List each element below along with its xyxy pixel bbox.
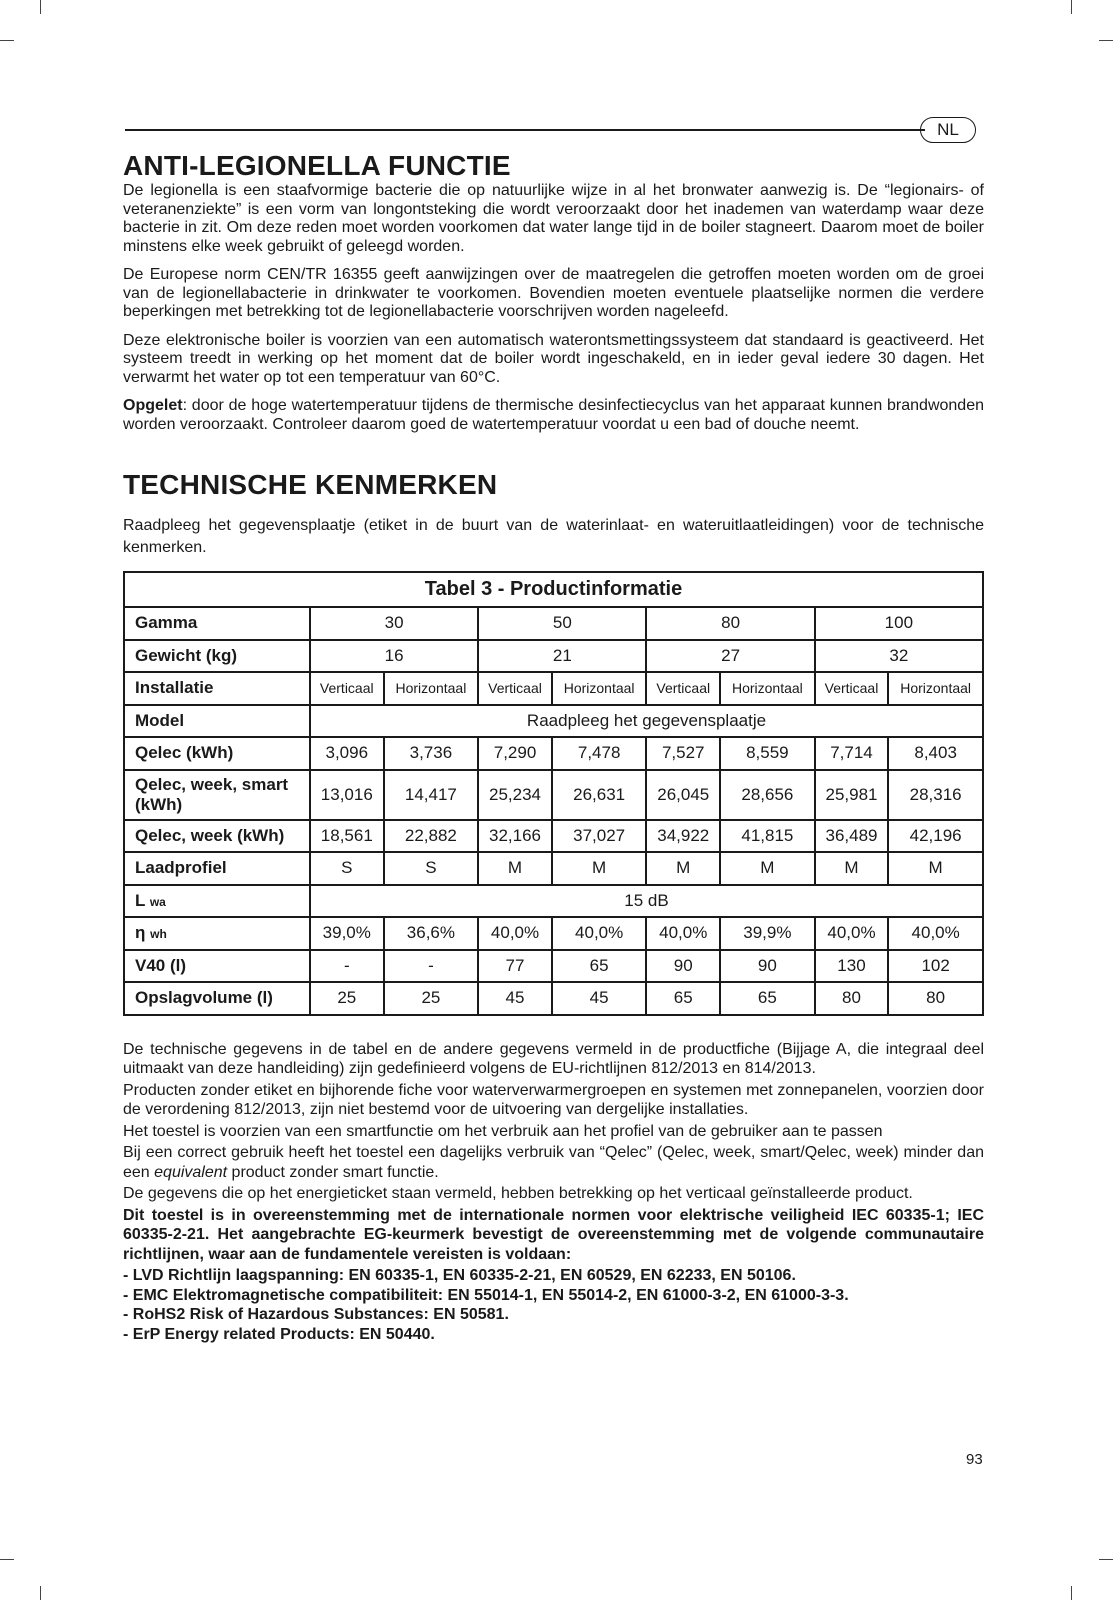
crop-mark [40,1586,41,1600]
table-row [124,950,983,983]
table-cell: 36,489 [815,820,889,853]
crop-mark [1099,40,1113,41]
table-cell: 18,561 [310,820,384,853]
crop-mark [1071,0,1072,14]
table-cell: 14,417 [384,770,479,820]
table-cell: S [310,852,384,885]
table-cell: 7,527 [646,737,720,770]
row-label: Gamma [124,607,310,640]
table-cell: 65 [552,950,647,983]
table-cell: M [720,852,815,885]
table-cell: 40,0% [815,917,889,950]
paragraph: De Europese norm CEN/TR 16355 geeft aanwijzingen over de maatregelen die getroffen moeten worden om de groei van de legionellabacterie in drinkwater te voorkomen. Bovendien moeten eventuele plaatselijke normen die verdere beperkingen met betrekking tot de legionellabacterie voorschrijven worden nageleefd. [123,266,984,320]
table-cell: Raadpleeg het gegevensplaatje [310,705,983,738]
table-cell: 7,478 [552,737,647,770]
row-label: Laadprofiel [124,852,310,885]
paragraph: Producten zonder etiket en bijhorende fiche voor waterverwarmergroepen en systemen met zonnepanelen, voorzien door de verordening 812/2013, zijn niet bestemd voor de uitvoering van dergelijke installaties. [123,1081,984,1118]
crop-mark [1099,1559,1113,1560]
table-cell: 30 [310,607,478,640]
row-label: Qelec, week, smart (kWh) [124,770,310,820]
table-row [124,672,983,705]
row-label: Qelec (kWh) [124,737,310,770]
table-cell: 80 [646,607,814,640]
warning-label: Opgelet [123,397,183,414]
table-cell: M [478,852,552,885]
row-label [124,885,310,918]
row-label: V40 (l) [124,950,310,983]
table-cell: 36,6% [384,917,479,950]
table-cell: 32 [815,640,983,673]
table-cell: 40,0% [552,917,647,950]
table-cell: Verticaal [646,672,720,705]
text-run: product zonder smart functie. [227,1163,439,1181]
table-cell: 80 [888,982,983,1015]
crop-mark [1071,1586,1072,1600]
table-cell: 8,559 [720,737,815,770]
table-cell: M [815,852,889,885]
table-row [124,982,983,1015]
table-cell: 100 [815,607,983,640]
header-rule [125,129,925,131]
crop-mark [0,1559,14,1560]
table-cell: 130 [815,950,889,983]
table-cell: Verticaal [478,672,552,705]
table-caption: Tabel 3 - Productinformatie [124,572,983,607]
table-cell: 15 dB [310,885,983,918]
table-row [124,852,983,885]
table-cell: Horizontaal [888,672,983,705]
table-cell: 50 [478,607,646,640]
paragraph: De technische gegevens in de tabel en de andere gegevens vermeld in de productfiche (Bijjage A, die integraal deel uitmaakt van deze handleiding) zijn gedefinieerd volgens de EU-richtlijnen 812/2013 en 814/2013. [123,1040,984,1077]
text-run-italic: equivalent [154,1163,228,1181]
warning-text: : door de hoge watertemperatuur tijdens de thermische desinfectiecyclus van het apparaat kunnen brandwonden worden veroorzaakt. Controleer daarom goed de watertemperatuur voordat u een bad of douche neemt. [123,397,984,433]
crop-mark [0,40,14,41]
table-row [124,737,983,770]
table-cell: 80 [815,982,889,1015]
table-row [124,607,983,640]
compliance-item: - RoHS2 Risk of Hazardous Substances: EN 50581. [123,1306,509,1323]
page-number: 93 [966,1451,983,1468]
table-cell: Horizontaal [552,672,647,705]
warning-paragraph [123,397,984,434]
table-cell: 8,403 [888,737,983,770]
table-cell: 25 [310,982,384,1015]
table-cell: Horizontaal [384,672,479,705]
table-cell: 45 [552,982,647,1015]
table-cell: 42,196 [888,820,983,853]
row-label: Gewicht (kg) [124,640,310,673]
table-cell: 32,166 [478,820,552,853]
paragraph: Het toestel is voorzien van een smartfunctie om het verbruik aan het profiel van de gebruiker aan te passen [123,1122,883,1140]
crop-mark [40,0,41,14]
table-cell: 90 [720,950,815,983]
paragraph: Raadpleeg het gegevensplaatje (etiket in de buurt van de waterinlaat- en wateruitlaatleidingen) voor de technische kenmerken. [123,517,984,556]
table-cell: 3,736 [384,737,479,770]
table-cell: 41,815 [720,820,815,853]
row-label-subscript: wa [149,894,166,909]
compliance-statement: Dit toestel is in overeenstemming met de internationale normen voor elektrische veiligheid IEC 60335-1; IEC 60335-2-21. Het aangebrachte EG-keurmerk bevestigt de overeenstemming met de volgende communautaire richtlijnen, waar aan de fundamentele vereisten is voldaan: [123,1206,984,1263]
table-cell: 7,714 [815,737,889,770]
paragraph: Deze elektronische boiler is voorzien van een automatisch waterontsmettingssysteem dat standaard is geactiveerd. Het systeem treedt in werking op het moment dat de boiler wordt ingeschakeld, en in ieder geval iedere 30 dagen. Het verwarmt het water op tot een temperatuur van 60°C. [123,331,984,386]
table-cell: - [310,950,384,983]
compliance-block [123,1206,984,1345]
table-cell: - [384,950,479,983]
language-badge: NL [920,117,976,143]
row-label-main: η [135,923,146,943]
table-cell: 25,234 [478,770,552,820]
table-cell: 34,922 [646,820,720,853]
table-cell: 102 [888,950,983,983]
table-cell: S [384,852,479,885]
table-cell: M [888,852,983,885]
table-row [124,705,983,738]
table-cell: Horizontaal [720,672,815,705]
row-label: Model [124,705,310,738]
compliance-item: - LVD Richtlijn laagspanning: EN 60335-1, EN 60335-2-21, EN 60529, EN 62233, EN 50106. [123,1267,796,1284]
table-cell: 90 [646,950,720,983]
table-cell: 7,290 [478,737,552,770]
row-label-subscript: wh [150,927,167,942]
row-label [124,917,310,950]
table-cell: 40,0% [888,917,983,950]
table-cell: 40,0% [646,917,720,950]
technical-notes [123,1040,984,1345]
table-cell: 77 [478,950,552,983]
text-run: Bij een correct gebruik heeft het toestel een dagelijks verbruik van “Qelec” (Qelec, week, smart/Qelec, week) minder dan een [123,1144,984,1181]
paragraph [123,1143,984,1182]
section-title-technical: TECHNISCHE KENMERKEN [123,469,498,500]
table-cell: 45 [478,982,552,1015]
table-row [124,770,983,820]
table-cell: 28,316 [888,770,983,820]
row-label: Qelec, week (kWh) [124,820,310,853]
table-cell: 22,882 [384,820,479,853]
table-cell: 65 [720,982,815,1015]
section-title-anti-legionella: ANTI-LEGIONELLA FUNCTIE [123,150,511,181]
table-cell: Verticaal [310,672,384,705]
row-label: Installatie [124,672,310,705]
table-cell: 28,656 [720,770,815,820]
row-label-main: L [135,890,146,910]
table-cell: 37,027 [552,820,647,853]
table-cell: 13,016 [310,770,384,820]
row-label: Opslagvolume (l) [124,982,310,1015]
table-cell: 26,631 [552,770,647,820]
table-cell: 65 [646,982,720,1015]
table-cell: 40,0% [478,917,552,950]
table-cell: M [646,852,720,885]
table-row [124,640,983,673]
table-cell: Verticaal [815,672,889,705]
product-info-table [123,571,984,1016]
table-cell: 25 [384,982,479,1015]
compliance-item: - ErP Energy related Products: EN 50440. [123,1325,435,1343]
table-cell: 39,0% [310,917,384,950]
page-content [123,150,984,1344]
table-row [124,917,983,950]
table-cell: 25,981 [815,770,889,820]
table-cell: 16 [310,640,478,673]
paragraph: De gegevens die op het energieticket staan vermeld, hebben betrekking op het verticaal geïnstalleerde product. [123,1185,913,1202]
table-cell: 21 [478,640,646,673]
table-row [124,820,983,853]
table-row [124,885,983,918]
table-cell: 3,096 [310,737,384,770]
table-cell: 27 [646,640,814,673]
compliance-item: - EMC Elektromagnetische compatibiliteit: EN 55014-1, EN 55014-2, EN 61000-3-2, EN 61000-3-3. [123,1286,849,1304]
paragraph: De legionella is een staafvormige bacterie die op natuurlijke wijze in al het bronwater aanwezig is. De “legionairs- of veteranenziekte” is een vorm van longontsteking die wordt veroorzaakt door het inademen van waterdamp waar deze bacterie in zit. Om deze reden moet worden voorkomen dat water lange tijd in de boiler stagneert. Daarom moet de boiler minstens elke week gebruikt of geleegd worden. [123,182,984,255]
table-cell: 39,9% [720,917,815,950]
table-cell: 26,045 [646,770,720,820]
table-cell: M [552,852,647,885]
